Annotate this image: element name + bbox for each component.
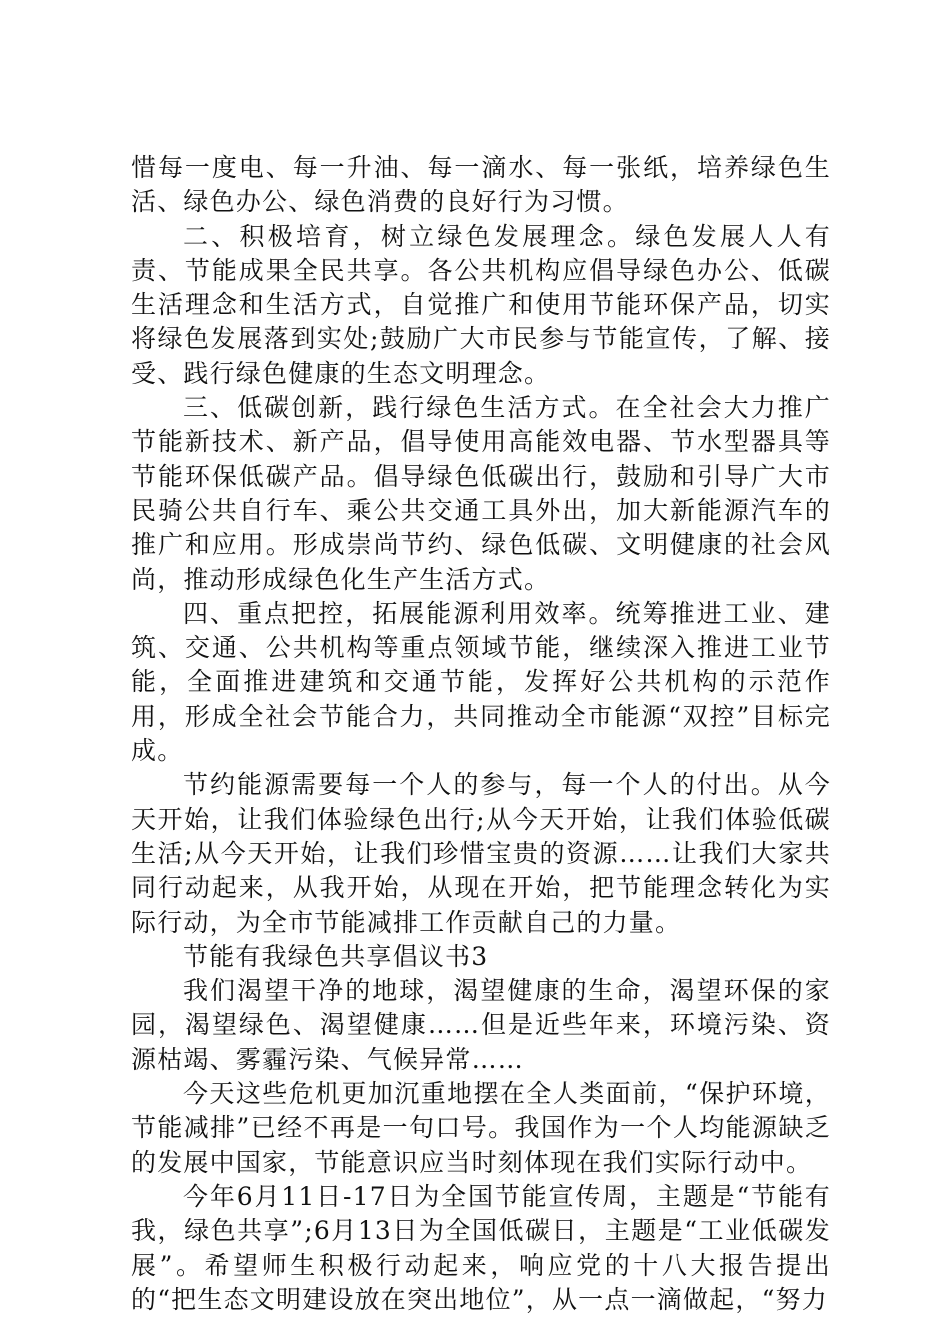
paragraph-crisis: 今天这些危机更加沉重地摆在全人类面前，“保护环境，节能减排”已经不再是一句口号。我国作为一个人均能源缺乏的发展中国家，节能意识应当时刻体现在我们实际行动中。 bbox=[131, 1079, 831, 1177]
paragraph-continuation: 惜每一度电、每一升油、每一滴水、每一张纸，培养绿色生活、绿色办公、绿色消费的良好行为习惯。 bbox=[131, 153, 831, 217]
paragraph-aspiration: 我们渴望干净的地球，渴望健康的生命，渴望环保的家园，渴望绿色、渴望健康……但是近些年来，环境污染、资源枯竭、雾霾污染、气候异常…… bbox=[131, 976, 831, 1074]
paragraph-key-control: 四、重点把控，拓展能源利用效率。统筹推进工业、建筑、交通、公共机构等重点领域节能，继续深入推进工业节能，全面推进建筑和交通节能，发挥好公共机构的示范作用，形成全社会节能合力，共同推动全市能源“双控”目标完成。 bbox=[131, 598, 831, 766]
paragraph-conclusion: 节约能源需要每一个人的参与，每一个人的付出。从今天开始，让我们体验绿色出行;从今天开始，让我们体验低碳生活;从今天开始，让我们珍惜宝贵的资源……让我们大家共同行动起来，从我开始，从现在开始，把节能理念转化为实际行动，为全市节能减排工作贡献自己的力量。 bbox=[131, 770, 831, 937]
paragraph-energy-week: 今年6月11日-17日为全国节能宣传周，主题是“节能有我，绿色共享”;6月13日为全国低碳日，主题是“工业低碳发展”。希望师生积极行动起来，响应党的十八大报告提出的“把生态文明建设放在突出地位”，从一点一滴做起，“努力 bbox=[131, 1181, 831, 1314]
section-heading: 节能有我绿色共享倡议书3 bbox=[183, 941, 489, 971]
paragraph-green-development: 二、积极培育，树立绿色发展理念。绿色发展人人有责、节能成果全民共享。各公共机构应倡导绿色办公、低碳生活理念和生活方式，自觉推广和使用节能环保产品，切实将绿色发展落到实处;鼓励广大市民参与节能宣传，了解、接受、践行绿色健康的生态文明理念。 bbox=[131, 221, 831, 388]
paragraph-low-carbon-innovation: 三、低碳创新，践行绿色生活方式。在全社会大力推广节能新技术、新产品，倡导使用高能效电器、节水型器具等节能环保低碳产品。倡导绿色低碳出行，鼓励和引导广大市民骑公共自行车、乘公共交通工具外出，加大新能源汽车的推广和应用。形成崇尚节约、绿色低碳、文明健康的社会风尚，推动形成绿色化生产生活方式。 bbox=[131, 393, 831, 594]
document-body bbox=[131, 151, 831, 1317]
